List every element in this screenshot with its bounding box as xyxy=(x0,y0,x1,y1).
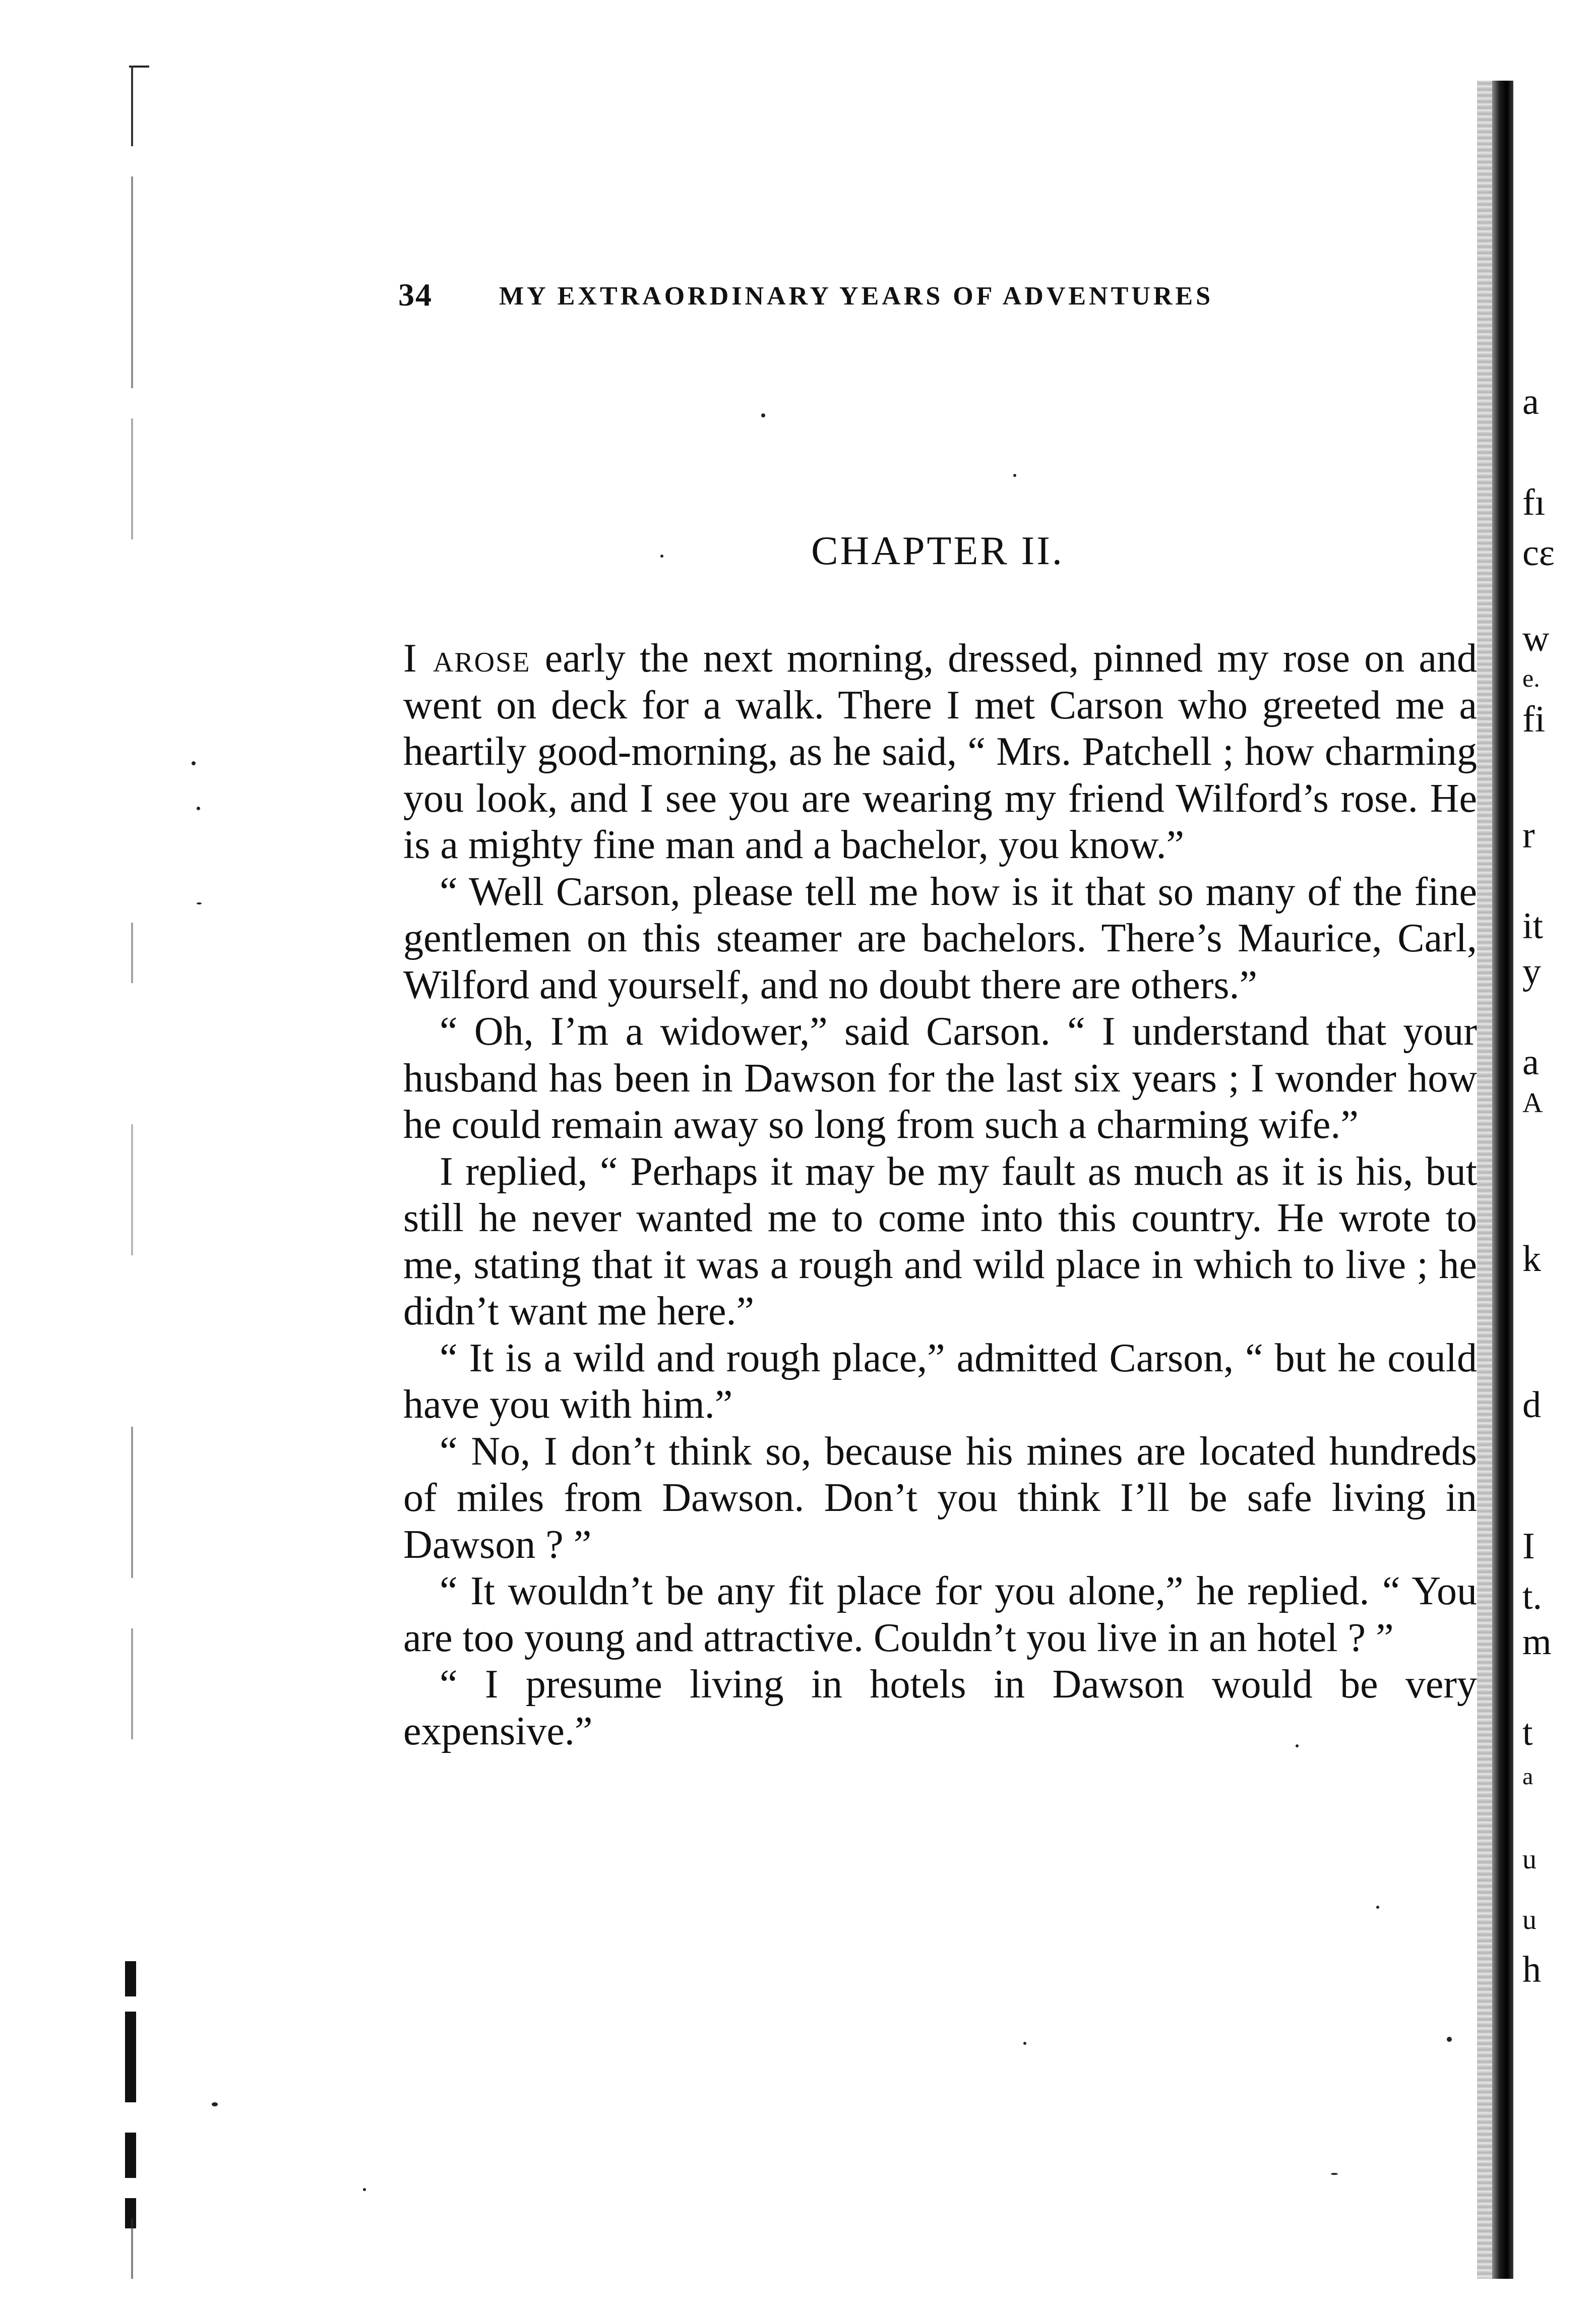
book-spine xyxy=(1492,81,1513,2279)
page-number: 34 xyxy=(398,277,433,313)
facing-page-fragment: u xyxy=(1522,1904,1537,1935)
gutter-tick xyxy=(131,1628,133,1739)
speck xyxy=(1376,1906,1379,1909)
gutter-tick xyxy=(131,923,133,983)
speck xyxy=(660,555,663,558)
paragraph: “ I presume living in hotels in Dawson would be very expensive.” xyxy=(403,1662,1477,1753)
left-gutter-marks xyxy=(121,66,176,2264)
gutter-block xyxy=(125,1961,136,1996)
paragraph: “ It is a wild and rough place,” admitted Carson, “ but he could have you with him.” xyxy=(403,1336,1477,1427)
paragraph xyxy=(403,635,1477,869)
facing-page-fragment: a xyxy=(1522,381,1539,422)
body-text xyxy=(403,635,1477,1754)
page-edge-shadow xyxy=(1477,81,1493,2279)
chapter-heading: CHAPTER II. xyxy=(811,529,1064,573)
gutter-tick xyxy=(131,1427,133,1578)
facing-page-fragment: e. xyxy=(1522,664,1540,692)
facing-page-fragment: I xyxy=(1522,1526,1535,1567)
gutter-block xyxy=(125,2012,136,2102)
paragraph: “ No, I don’t think so, because his mines are located hundreds of miles from Dawson. Don’t you think I’ll be safe living in Dawson ? ” xyxy=(403,1429,1477,1567)
paragraph: “ Oh, I’m a widower,” said Carson. “ I understand that your husband has been in Dawson for the last six years ; I wonder how he could remain away so long from such a charming wife.” xyxy=(403,1009,1477,1147)
facing-page-fragment: r xyxy=(1522,815,1535,856)
paragraph-text: early the next morning, dressed, pinned my rose on and went on deck for a walk. There I met Carson who greeted me a heartily good-morning, as he said, “ Mrs. Patchell ; how charming you look, and I see you are wearing my friend Wilford’s rose. He is a mighty fine man and a bachelor, you know.” xyxy=(403,636,1477,867)
facing-page-fragment: a xyxy=(1522,1042,1539,1083)
facing-page-fragment: cε xyxy=(1522,532,1555,574)
facing-page-fragment: fi xyxy=(1522,699,1546,740)
speck xyxy=(363,2188,366,2191)
facing-page-fragment: u xyxy=(1522,1844,1537,1875)
paragraph: I replied, “ Perhaps it may be my fault as much as it is his, but still he never wanted me to come into this country. He wrote to me, stating that it was a rough and wild place in which to live ; he didn’t want me here.” xyxy=(403,1149,1477,1333)
facing-page-fragment: d xyxy=(1522,1384,1541,1426)
facing-page-fragment: w xyxy=(1522,618,1550,659)
gutter-block xyxy=(125,2198,136,2228)
facing-page-fragment: t xyxy=(1522,1712,1533,1753)
facing-page-fragment: it xyxy=(1522,905,1544,947)
facing-page-fragment: k xyxy=(1522,1238,1541,1280)
facing-page-fragment: t. xyxy=(1522,1576,1543,1617)
speck xyxy=(1296,1744,1299,1747)
opening-words: I arose xyxy=(403,636,531,681)
facing-page-fragment: A xyxy=(1522,1087,1543,1119)
facing-page-fragments xyxy=(1522,383,1593,2047)
speck xyxy=(212,2102,218,2106)
facing-page-fragment: m xyxy=(1522,1621,1552,1663)
gutter-tick xyxy=(131,2218,133,2279)
speck xyxy=(1447,2037,1452,2042)
facing-page-fragment: a xyxy=(1522,1763,1533,1790)
speck xyxy=(197,807,200,810)
gutter-tick xyxy=(131,1124,133,1255)
facing-page-fragment: h xyxy=(1522,1949,1541,1990)
gutter-tick xyxy=(131,418,133,539)
gutter-tick xyxy=(131,176,133,388)
speck xyxy=(761,413,765,417)
speck xyxy=(1023,2042,1026,2045)
speck xyxy=(1013,474,1016,477)
gutter-tick xyxy=(131,66,133,146)
paragraph: “ Well Carson, please tell me how is it that so many of the fine gentlemen on this steamer are bachelors. There’s Maurice, Carl, Wilford and yourself, and no doubt there are others.” xyxy=(403,869,1477,1007)
running-title: MY EXTRAORDINARY YEARS OF ADVENTURES xyxy=(499,282,1214,311)
facing-page-fragment: fı xyxy=(1522,482,1546,523)
running-head xyxy=(398,276,1406,317)
facing-page-fragment: y xyxy=(1522,951,1541,992)
speck xyxy=(1331,2173,1338,2175)
speck xyxy=(197,902,202,904)
speck xyxy=(192,761,196,765)
paragraph: “ It wouldn’t be any fit place for you alone,” he replied. “ You are too young and attractive. Couldn’t you live in an hotel ? ” xyxy=(403,1569,1477,1660)
gutter-block xyxy=(125,2133,136,2178)
